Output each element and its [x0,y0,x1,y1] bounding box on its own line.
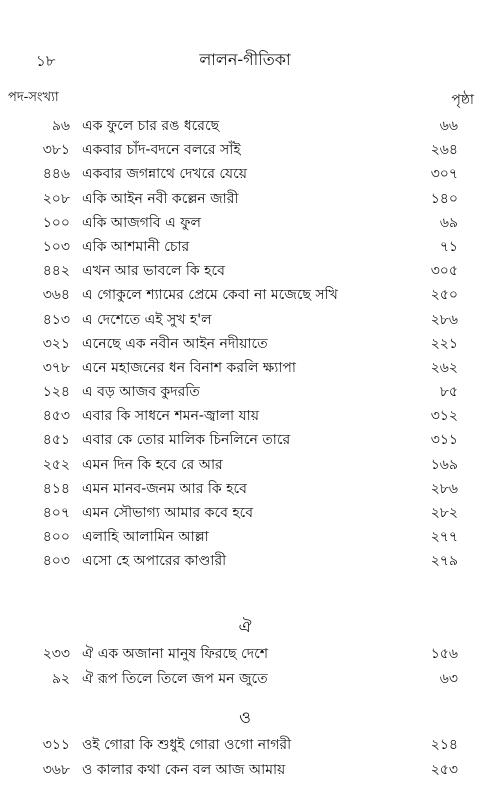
page-reference: ৭১ [439,238,458,255]
verse-number: ৪০৭ [42,505,70,521]
index-row [0,733,490,758]
index-row [0,283,490,307]
index-row [0,162,490,186]
index-row [0,380,490,404]
verse-number: ১০৩ [42,238,70,255]
page-reference: ৩১২ [430,408,458,425]
verse-number: ৪৪৬ [42,166,70,183]
song-title: এক ফুলে চার রঙ ধরেছে [82,118,220,134]
page-reference: ২৮৬ [430,480,458,497]
song-title: এনে মহাজনের ধন বিনাশ করলি ক্ষ্যাপা [82,359,296,376]
page-reference: ২৬২ [430,359,458,376]
song-title: এবার কি সাধনে শমন-জ্বালা যায় [82,408,259,425]
verse-number: ৪৪২ [42,263,70,280]
index-row [0,332,490,356]
verse-number: ৪১৪ [42,480,70,497]
verse-number: ৩৭৮ [42,359,70,376]
page-reference: ৬৬ [439,118,458,134]
verse-number: ৪৫১ [42,432,70,449]
page-number: ১৮ [36,52,56,70]
section-heading-oi: ঐ [238,617,252,636]
verse-number: ৪০০ [42,529,70,546]
song-title: ও কালার কথা কেন বল আজ আমায় [82,762,286,778]
index-row [0,404,490,428]
song-title: একবার জগন্নাথে দেখরে যেয়ে [82,166,247,183]
song-title: এমন দিন কি হবে রে আর [82,456,223,473]
page-reference: ৬৯ [439,214,458,231]
song-title: ঐ এক অজানা মানুষ ফিরছে দেশে [82,646,268,662]
page-reference: ২৬৪ [430,142,458,159]
verse-number: ৪১৩ [42,311,70,328]
column-header-page: পৃষ্ঠা [451,92,474,108]
index-row [0,235,490,259]
section-heading-o: ও [239,708,251,727]
song-title: এসো হে অপারের কাণ্ডারী [82,553,227,570]
index-row [0,259,490,283]
page-reference: ২৫৩ [430,762,458,778]
page-reference: ২৮২ [430,505,458,521]
verse-number: ২০৮ [42,190,70,207]
song-title: এ গোকুলে শ্যামের প্রেমে কেবা না মজেছে সখি [82,287,338,304]
verse-number: ৩১১ [42,737,70,753]
verse-number: ৪৫৩ [42,408,70,425]
verse-number: ৩৮১ [42,142,70,159]
verse-number: ২৫২ [42,456,70,473]
page-reference: ২৭৯ [430,553,458,570]
verse-number: ১২৪ [42,384,70,401]
song-title: এনেছে এক নবীন আইন নদীয়াতে [82,335,268,352]
page-reference: ১৪০ [430,190,458,207]
verse-number: ৯৬ [51,118,70,134]
index-row [0,114,490,138]
index-row [0,525,490,549]
song-title: এখন আর ভাবলে কি হবে [82,263,225,280]
song-title: একবার চাঁদ-বদনে বলরে সাঁই [82,142,241,159]
index-row [0,211,490,235]
index-row [0,187,490,211]
page-reference: ২৭৭ [430,529,458,546]
index-row [0,308,490,332]
index-row [0,642,490,667]
verse-number: ৪০৩ [42,553,70,570]
index-row [0,667,490,692]
verse-number: ৩২১ [42,335,70,352]
song-title: এমন মানব-জনম আর কি হবে [82,480,247,497]
index-row [0,356,490,380]
verse-number: ৩৬৪ [42,287,70,304]
page-reference: ২১৪ [430,737,458,753]
song-title: একি আজগবি এ ফুল [82,214,201,231]
verse-number: ১০০ [42,214,70,231]
song-title: এমন সৌভাগ্য আমার কবে হবে [82,505,254,521]
song-title: ওই গোরা কি শুধুই গোরা ওগো নাগরী [82,737,292,753]
song-title: ঐ রূপ তিলে তিলে জপ মন জুতে [82,671,268,687]
index-row [0,549,490,573]
running-title: লালন-গীতিকা [199,50,291,69]
page-reference: ৩০৫ [430,263,458,280]
page-reference: ৬৩ [439,671,458,687]
page-reference: ৩০৭ [430,166,458,183]
index-row [0,453,490,477]
column-header-verse-number: পদ-সংখ্যা [8,90,59,105]
index-row [0,501,490,525]
index-row [0,428,490,452]
index-row [0,758,490,783]
page-reference: ১৬৯ [430,456,458,473]
verse-number: ৩৬৮ [42,762,70,778]
verse-number: ২৩৩ [42,646,70,662]
index-list-o [0,733,490,783]
index-row [0,477,490,501]
page-reference: ১৫৬ [430,646,458,662]
page-reference: ৮৫ [439,384,458,401]
song-title: এ বড় আজব কুদরতি [82,384,200,401]
song-title: এবার কে তোর মালিক চিনলিনে তারে [82,432,291,449]
page-reference: ২২১ [430,335,458,352]
index-list-e [0,114,490,574]
page-reference: ২৫০ [430,287,458,304]
verse-number: ৯২ [51,671,70,687]
song-title: একি আশমানী চোর [82,238,190,255]
page-reference: ২৮৬ [430,311,458,328]
song-title: এলাহি আলামিন আল্লা [82,529,209,546]
song-title: একি আইন নবী কল্লেন জারী [82,190,239,207]
index-list-oi [0,642,490,692]
page-reference: ৩১১ [430,432,458,449]
index-row [0,138,490,162]
song-title: এ দেশেতে এই সুখ হ'ল [82,311,212,328]
